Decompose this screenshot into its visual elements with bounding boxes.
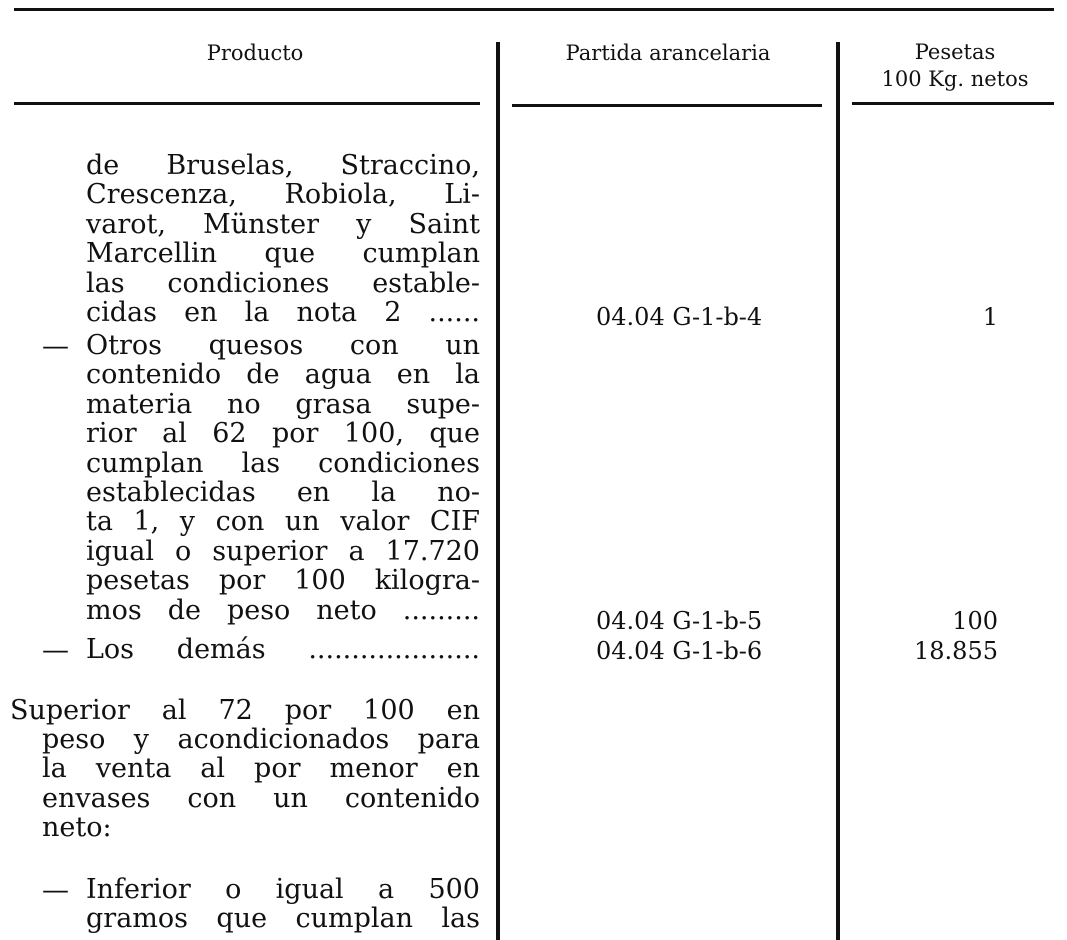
- product-line: de Bruselas, Straccino,: [86, 150, 480, 181]
- product-line: igual o superior a 17.720: [86, 535, 480, 567]
- header-product: Producto: [206, 41, 304, 65]
- product-line: Superior al 72 por 100 en: [10, 695, 480, 726]
- product-line: envases con un contenido: [42, 782, 480, 814]
- product-line: Los demás ....................: [86, 634, 480, 665]
- top-rule: [14, 8, 1054, 11]
- product-line: Marcellin que cumplan: [86, 238, 480, 270]
- header-rule-product: [14, 102, 480, 105]
- price-value: 1: [982, 303, 998, 331]
- product-text-block-5: [86, 875, 480, 934]
- product-line: gramos que cumplan las: [86, 903, 480, 935]
- product-line: la venta al por menor en: [42, 753, 480, 785]
- product-line: establecidas en la no-: [86, 477, 480, 509]
- price-value: 100: [952, 607, 998, 635]
- product-line: varot, Münster y Saint: [86, 208, 480, 240]
- header-pesetas-line1: Pesetas: [914, 40, 996, 64]
- product-text-block-1: [86, 151, 480, 327]
- header-partida: Partida arancelaria: [565, 41, 771, 65]
- product-line: neto:: [42, 812, 112, 844]
- product-line: peso y acondicionados para: [42, 724, 480, 755]
- product-line: mos de peso neto .........: [86, 594, 480, 626]
- product-text-block-3: [86, 635, 480, 664]
- column-divider-2: [836, 42, 840, 940]
- dash-marker: —: [42, 635, 69, 666]
- product-line: las condiciones estable-: [86, 267, 480, 299]
- column-divider-1: [496, 42, 500, 940]
- product-text-block-4: [42, 725, 480, 843]
- product-line: Inferior o igual a 500: [86, 874, 480, 905]
- product-text-block-4-first: [10, 696, 480, 725]
- tariff-code: 04.04 G-1-b-4: [596, 303, 763, 331]
- header-pesetas-line2: 100 Kg. netos: [881, 67, 1029, 91]
- tariff-code: 04.04 G-1-b-6: [596, 637, 763, 665]
- product-line: Crescenza, Robiola, Li-: [86, 179, 480, 211]
- product-line: cumplan las condiciones: [86, 447, 480, 479]
- product-line: cidas en la nota 2 ......: [86, 297, 480, 329]
- header-rule-pesetas: [852, 102, 1054, 105]
- product-line: ta 1, y con un valor CIF: [86, 506, 480, 538]
- price-value: 18.855: [914, 637, 998, 665]
- product-line: materia no grasa supe-: [86, 388, 480, 420]
- tariff-code: 04.04 G-1-b-5: [596, 607, 763, 635]
- product-line: contenido de agua en la: [86, 359, 480, 391]
- product-line: rior al 62 por 100, que: [86, 418, 480, 450]
- product-text-block-2: [86, 331, 480, 625]
- product-line: Otros quesos con un: [86, 330, 480, 361]
- product-line: pesetas por 100 kilogra-: [86, 565, 480, 597]
- dash-marker: —: [42, 875, 69, 906]
- dash-marker: —: [42, 331, 69, 362]
- header-rule-partida: [512, 104, 822, 107]
